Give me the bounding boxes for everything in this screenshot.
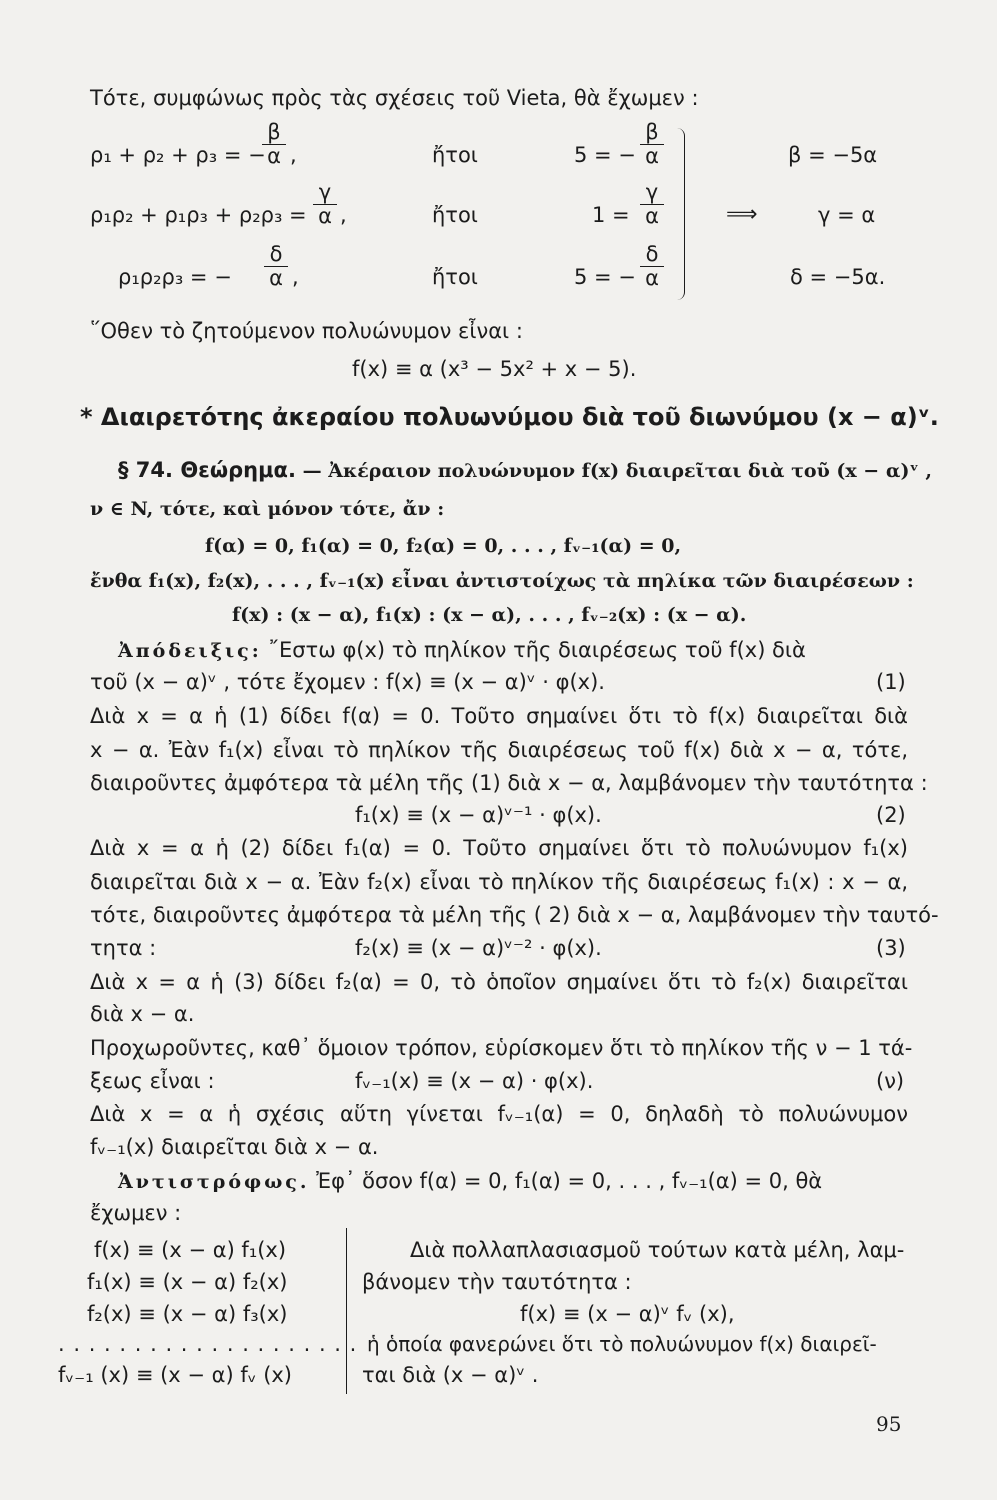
proof-line-4: x − α. Ἐὰν f₁(x) εἶναι τὸ πηλίκον τῆς διαιρέσεως τοῦ f(x) διὰ x − α, τότε, — [90, 738, 908, 762]
itoi-3: ἤτοι — [432, 265, 478, 289]
vieta-eq1-comma: , — [290, 143, 297, 167]
right-text-5: ται διὰ (x − α)ᵛ . — [362, 1363, 539, 1387]
proof-heading: Ἀπόδειξις: — [118, 640, 262, 662]
fraction-numerator: γ — [645, 180, 659, 204]
fraction-denominator: α — [267, 144, 281, 168]
section-heading: * Διαιρετότης ἀκεραίου πολυωνύμου διὰ τοῦ διωνύμου (x − α)ᵛ. — [80, 403, 939, 431]
fraction-numerator: δ — [269, 242, 283, 266]
proof-line-2: τοῦ (x − α)ᵛ , τότε ἔχομεν : f(x) ≡ (x − α)ᵛ · φ(x). — [90, 670, 605, 694]
intro-line: Τότε, συμφώνως πρὸς τὰς σχέσεις τοῦ Vieta, θὰ ἔχωμεν : — [90, 86, 699, 110]
vieta-eq3-comma: , — [292, 265, 299, 289]
fraction-numerator: δ — [645, 242, 659, 266]
relation-3-fraction — [640, 244, 664, 289]
theorem-statement: — Ἀκέραιον πολυώνυμον f(x) διαιρεῖται διὰ τοῦ (x − α)ᵛ , — [302, 460, 933, 482]
right-text-2: βάνομεν τὴν ταυτότητα : — [362, 1270, 632, 1294]
fraction-numerator: γ — [318, 180, 332, 204]
fraction-denominator: α — [645, 144, 659, 168]
proof-line-1 — [118, 640, 908, 661]
relation-1-fraction — [640, 122, 664, 167]
separator-line — [346, 1228, 347, 1394]
converse-heading: Ἀντιστρόφως. — [118, 1171, 310, 1193]
tag-3: (3) — [876, 936, 906, 960]
converse-text-1: Ἐφ᾽ ὅσον f(α) = 0, f₁(α) = 0, . . . , fᵥ₋₁(α) = 0, θὰ — [316, 1169, 823, 1193]
othen-line: ῞Οθεν τὸ ζητούμενον πολυώνυμον εἶναι : — [90, 319, 523, 343]
vieta-eq2-left: ρ₁ρ₂ + ρ₁ρ₃ + ρ₂ρ₃ = — [90, 203, 307, 227]
result-beta: β = −5α — [788, 143, 878, 167]
equation-3: f₂(x) ≡ (x − α)ᵛ⁻² · φ(x). — [355, 936, 602, 960]
vieta-eq2-comma: , — [340, 203, 347, 227]
itoi-2: ἤτοι — [432, 203, 478, 227]
fraction-denominator: α — [645, 204, 659, 228]
fraction-denominator: α — [318, 204, 332, 228]
fraction-numerator: β — [267, 120, 281, 144]
polynomial-result: f(x) ≡ α (x³ − 5x² + x − 5). — [352, 357, 637, 381]
vieta-eq3-left: ρ₁ρ₂ρ₃ = − — [118, 265, 232, 289]
right-text-1: Διὰ πολλαπλασιασμοῦ τούτων κατὰ μέλη, λαμ- — [410, 1238, 905, 1262]
vieta-eq1-left: ρ₁ + ρ₂ + ρ₃ = − — [90, 143, 266, 167]
relation-2-fraction — [640, 182, 664, 227]
theorem-line-2: ν ∈ N, τότε, καὶ μόνον τότε, ἄν : — [90, 498, 445, 520]
converse-line-2: ἔχωμεν : — [90, 1201, 182, 1225]
proof-line-12: Προχωροῦντες, καθ᾽ ὅμοιον τρόπον, εὑρίσκομεν ὅτι τὸ πηλίκον τῆς ν − 1 τά- — [90, 1036, 913, 1060]
system-row-dots: . . . . . . . . . . . . . . . . . . . . — [58, 1332, 358, 1356]
equation-v: fᵥ₋₁(x) ≡ (x − α) · φ(x). — [355, 1069, 594, 1093]
proof-line-8: τότε, διαιροῦντες ἀμφότερα τὰ μέλη τῆς ( 2) διὰ x − α, λαμβάνομεν τὴν ταυτό- — [90, 903, 939, 927]
theorem-line-3: ἔνθα f₁(x), f₂(x), . . . , fᵥ₋₁(x) εἶναι ἀντιστοίχως τὰ πηλίκα τῶν διαιρέσεων : — [90, 570, 914, 592]
proof-line-14: Διὰ x = α ἡ σχέσις αὕτη γίνεται fᵥ₋₁(α) = 0, δηλαδὴ τὸ πολυώνυμον — [90, 1102, 908, 1126]
proof-line-13: ξεως εἶναι : — [90, 1069, 215, 1093]
tag-2: (2) — [876, 803, 906, 827]
proof-line-7: διαιρεῖται διὰ x − α. Ἐὰν f₂(x) εἶναι τὸ πηλίκον τῆς διαιρέσεως f₁(x) : x − α, — [90, 870, 908, 894]
theorem-label: § 74. Θεώρημα. — [118, 458, 296, 482]
proof-line-3: Διὰ x = α ἡ (1) δίδει f(α) = 0. Τοῦτο σημαίνει ὅτι τὸ f(x) διαιρεῖται διὰ — [90, 704, 908, 728]
system-row-3: f₂(x) ≡ (x − α) f₃(x) — [87, 1302, 288, 1326]
right-brace — [676, 128, 685, 300]
relation-1-left: 5 = − — [574, 143, 636, 167]
proof-line-9: τητα : — [90, 936, 157, 960]
page-number: 95 — [876, 1412, 902, 1436]
result-gamma: γ = α — [818, 203, 876, 227]
right-identity: f(x) ≡ (x − α)ᵛ fᵥ (x), — [520, 1302, 735, 1326]
theorem-divisions: f(x) : (x − α), f₁(x) : (x − α), . . . , fᵥ₋₂(x) : (x − α). — [232, 604, 747, 626]
tag-v: (ν) — [876, 1069, 905, 1093]
implies-arrow: ⟹ — [726, 202, 758, 227]
proof-line-11: διὰ x − α. — [90, 1002, 195, 1026]
proof-line-6: Διὰ x = α ἡ (2) δίδει f₁(α) = 0. Τοῦτο σημαίνει ὅτι τὸ πολυώνυμον f₁(x) — [90, 836, 908, 860]
proof-line-5: διαιροῦντες ἀμφότερα τὰ μέλη τῆς (1) διὰ x − α, λαμβάνομεν τὴν ταυτότητα : — [90, 771, 928, 795]
converse-line-1 — [118, 1171, 908, 1192]
theorem-number — [118, 460, 932, 481]
proof-line-10: Διὰ x = α ἡ (3) δίδει f₂(α) = 0, τὸ ὁποῖον σημαίνει ὅτι τὸ f₂(x) διαιρεῖται — [90, 970, 908, 994]
vieta-eq1-fraction — [262, 122, 286, 167]
system-row-1: f(x) ≡ (x − α) f₁(x) — [94, 1238, 287, 1262]
itoi-1: ἤτοι — [432, 143, 478, 167]
fraction-numerator: β — [645, 120, 659, 144]
equation-2: f₁(x) ≡ (x − α)ᵛ⁻¹ · φ(x). — [355, 803, 602, 827]
vieta-eq3-fraction — [264, 244, 288, 289]
system-row-2: f₁(x) ≡ (x − α) f₂(x) — [87, 1270, 288, 1294]
theorem-conditions: f(α) = 0, f₁(α) = 0, f₂(α) = 0, . . . , fᵥ₋₁(α) = 0, — [205, 535, 682, 557]
vieta-eq2-fraction — [313, 182, 337, 227]
fraction-denominator: α — [269, 266, 283, 290]
result-delta: δ = −5α. — [790, 265, 886, 289]
relation-2-left: 1 = — [592, 203, 630, 227]
right-text-4: ἡ ὁποία φανερώνει ὅτι τὸ πολυώνυμον f(x) διαιρεῖ- — [367, 1332, 877, 1356]
tag-1: (1) — [876, 670, 906, 694]
proof-text-1: ῎Εστω φ(x) τὸ πηλίκον τῆς διαιρέσεως τοῦ f(x) διὰ — [268, 638, 806, 662]
proof-line-15: fᵥ₋₁(x) διαιρεῖται διὰ x − α. — [90, 1135, 379, 1159]
system-row-5: fᵥ₋₁ (x) ≡ (x − α) fᵥ (x) — [58, 1363, 293, 1387]
fraction-denominator: α — [645, 266, 659, 290]
relation-3-left: 5 = − — [574, 265, 636, 289]
